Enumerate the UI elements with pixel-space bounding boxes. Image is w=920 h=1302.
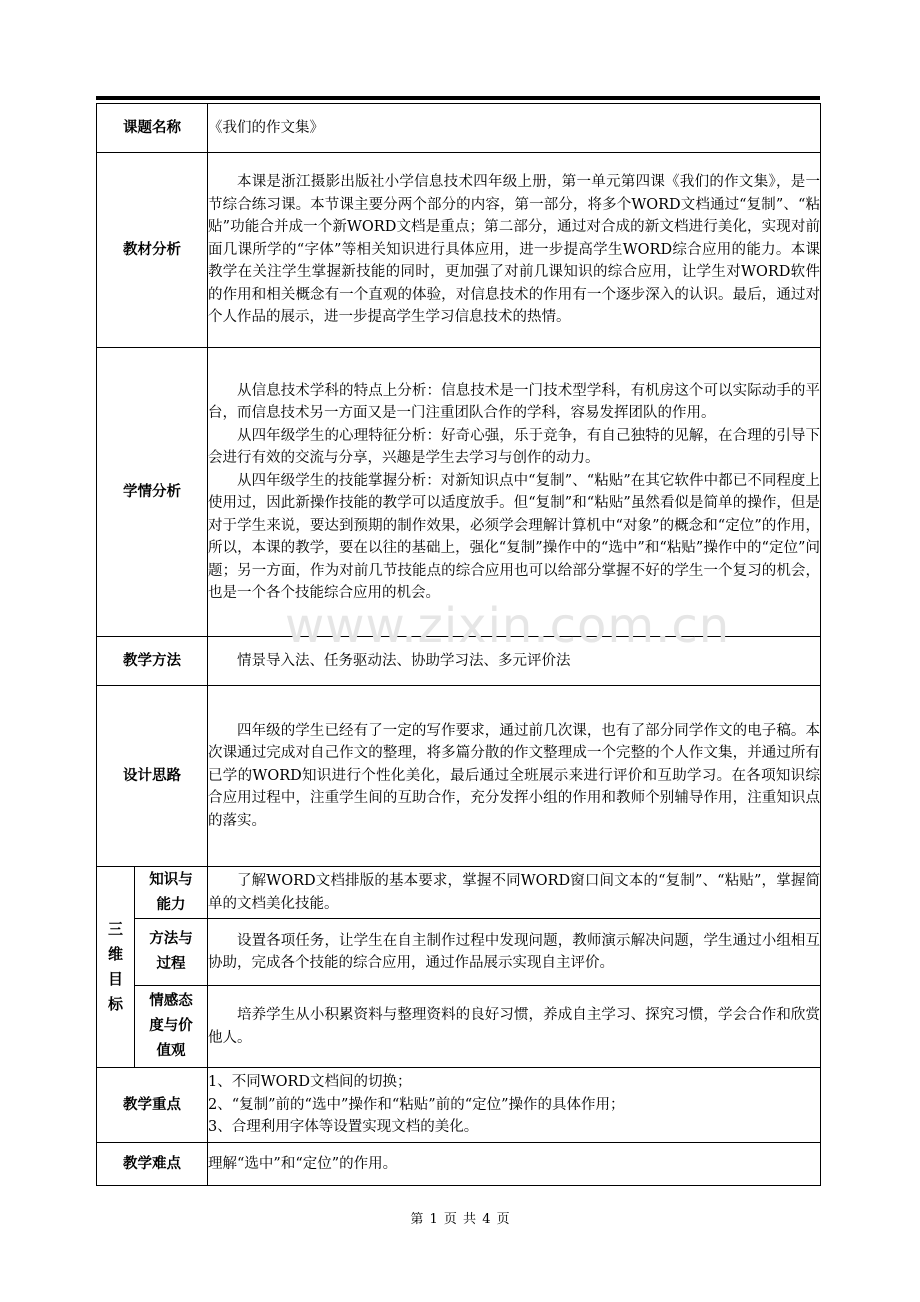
students-label: 学情分析 xyxy=(97,348,208,637)
design-label: 设计思路 xyxy=(97,686,208,867)
row-title xyxy=(97,104,821,153)
top-rule xyxy=(96,96,820,100)
goal-knowledge-value: 了解WORD文档排版的基本要求，掌握不同WORD窗口间文本的“复制”、“粘贴”，掌握简单的文档美化技能。 xyxy=(208,867,821,919)
methods-value: 情景导入法、任务驱动法、协助学习法、多元评价法 xyxy=(208,637,821,686)
title-label: 课题名称 xyxy=(97,104,208,153)
students-value xyxy=(208,348,821,637)
page-footer: 第 1 页 共 4 页 xyxy=(410,1212,510,1227)
title-value: 《我们的作文集》 xyxy=(208,104,821,153)
goal-emotion-value: 培养学生从小积累资料与整理资料的良好习惯，养成自主学习、探究习惯，学会合作和欣赏他人。 xyxy=(208,986,821,1068)
keypoints-value xyxy=(208,1068,821,1143)
keypoint-item: 3、合理利用字体等设置实现文档的美化。 xyxy=(208,1119,479,1136)
watermark: www.zixin.com.cn xyxy=(285,598,731,654)
keypoint-item: 2、“复制”前的“选中”操作和“粘贴”前的“定位”操作的具体作用； xyxy=(208,1096,625,1113)
three-goals-label: 三 维 目 标 xyxy=(97,867,135,1068)
row-textbook xyxy=(97,153,821,348)
students-paragraph: 从四年级学生的心理特征分析：好奇心强，乐于竞争，有自己独特的见解，在合理的引导下会进行有效的交流与分享，兴趣是学生去学习与创作的动力。 xyxy=(208,427,820,466)
row-design xyxy=(97,686,821,867)
goal-knowledge-label: 知识与 能力 xyxy=(135,867,208,919)
row-goal-method xyxy=(97,919,821,986)
row-goal-emotion xyxy=(97,986,821,1068)
goal-method-label: 方法与 过程 xyxy=(135,919,208,986)
students-paragraph: 从四年级学生的技能掌握分析：对新知识点中“复制”、“粘贴”在其它软件中都已不同程度上使用过，因此新操作技能的教学可以适度放手。但“复制”和“粘贴”虽然看似是简单的操作，但是对于学生来说，要达到预期的制作效果，必须学会理解计算机中“对象”的概念和“定位”的作用，所以，本课的教学，要在以往的基础上，强化“复制”操作中的“选中”和“粘贴”操作中的“定位”问题；另一方面，作为对前几节技能点的综合应用也可以给部分掌握不好的学生一个复习的机会，也是一个各个技能综合应用的机会。 xyxy=(208,472,820,601)
goal-method-value: 设置各项任务，让学生在自主制作过程中发现问题，教师演示解决问题，学生通过小组相互协助，完成各个技能的综合应用，通过作品展示实现自主评价。 xyxy=(208,919,821,986)
design-paragraph: 四年级的学生已经有了一定的写作要求，通过前几次课，也有了部分同学作文的电子稿。本次课通过完成对自己作文的整理，将多篇分散的作文整理成一个完整的个人作文集，并通过所有已学的WORD知识进行个性化美化，最后通过全班展示来进行评价和互助学习。在各项知识综合应用过程中，注重学生间的互助合作，充分发挥小组的作用和教师个别辅导作用，注重知识点的落实。 xyxy=(208,722,820,829)
difficulty-value: 理解“选中”和“定位”的作用。 xyxy=(208,1143,821,1186)
difficulty-label: 教学难点 xyxy=(97,1143,208,1186)
keypoint-item: 1、不同WORD文档间的切换； xyxy=(208,1074,412,1091)
students-paragraph: 从信息技术学科的特点上分析：信息技术是一门技术型学科，有机房这个可以实际动手的平台，而信息技术另一方面又是一门注重团队合作的学科，容易发挥团队的作用。 xyxy=(208,382,820,421)
textbook-label: 教材分析 xyxy=(97,153,208,348)
design-value xyxy=(208,686,821,867)
row-goal-knowledge xyxy=(97,867,821,919)
goal-emotion-label: 情感态 度与价 值观 xyxy=(135,986,208,1068)
keypoints-label: 教学重点 xyxy=(97,1068,208,1143)
textbook-paragraph: 本课是浙江摄影出版社小学信息技术四年级上册，第一单元第四课《我们的作文集》，是一节综合练习课。本节课主要分两个部分的内容，第一部分，将多个WORD文档通过“复制”、“粘贴”功能合并成一个新WORD文档是重点；第二部分，通过对合成的新文档进行美化，实现对前面几课所学的“字体”等相关知识进行具体应用，进一步提高学生WORD综合应用的能力。本课教学在关注学生掌握新技能的同时，更加强了对前几课知识的综合应用，让学生对WORD软件的作用和相关概念有一个直观的体验，对信息技术的作用有一个逐步深入的认识。最后，通过对个人作品的展示，进一步提高学生学习信息技术的热情。 xyxy=(208,174,820,326)
row-students xyxy=(97,348,821,637)
row-difficulty xyxy=(97,1143,821,1186)
textbook-value xyxy=(208,153,821,348)
row-keypoints xyxy=(97,1068,821,1143)
methods-label: 教学方法 xyxy=(97,637,208,686)
